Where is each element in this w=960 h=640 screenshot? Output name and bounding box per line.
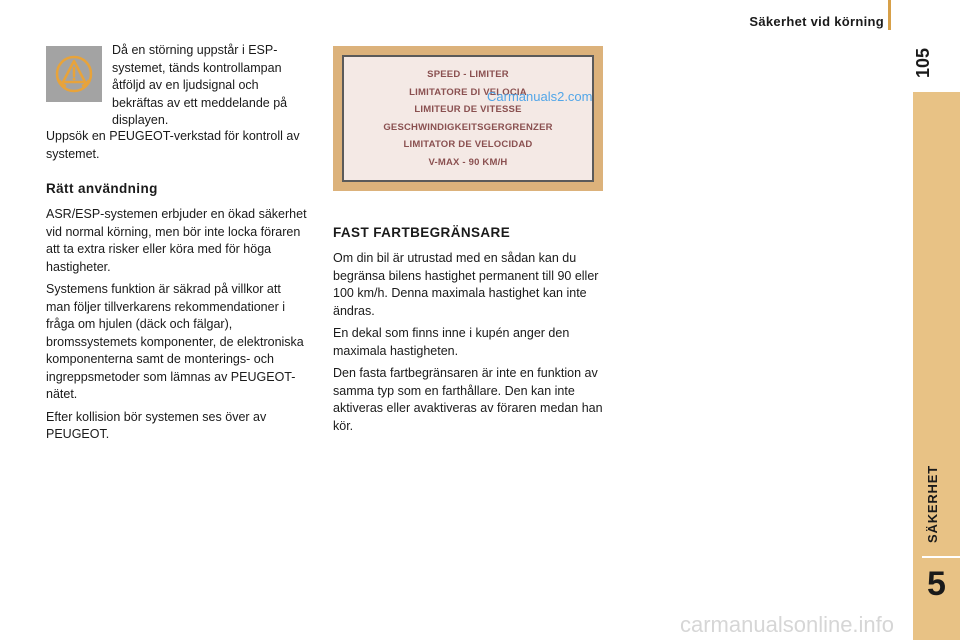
footer-watermark: carmanualsonline.info xyxy=(680,612,895,637)
decal-watermark: Carmanuals2.com xyxy=(487,89,593,104)
decal-line: GESCHWINDIGKEITSGERGRENZER xyxy=(383,121,553,133)
paragraph: Efter kollision bör systemen ses över av PEUGEOT. xyxy=(46,409,267,441)
decal-line: LIMITEUR DE VITESSE xyxy=(414,104,522,115)
correct-use-heading: Rätt användning xyxy=(46,181,158,196)
chapter-tab-label: SÄKERHET xyxy=(924,465,940,543)
esp-fault-text: Då en störning uppstår i ESP-systemet, tänds kontrollampan åtföljd av en ljudsignal och bekräftas av ett meddelande på displayen. xyxy=(112,43,288,127)
page-number: 105 xyxy=(912,47,933,79)
service-note: Uppsök en PEUGEOT-verkstad för kontroll av systemet. xyxy=(46,129,300,161)
esp-warning-lamp xyxy=(46,46,102,102)
paragraph: Systemens funktion är säkrad på villkor att man följer tillverkarens rekommendationer i fråga om hjulen (däck och fälgar), bromssystemets komponenter, de elektroniska komponenterna samt de monterings- och ingreppsmetoder som lämnas av PEUGEOT-nätet. xyxy=(46,282,304,401)
esp-warning-triangle-icon xyxy=(46,46,102,102)
fixed-speed-limiter-heading: FAST FARTBEGRÄNSARE xyxy=(333,225,511,240)
esp-fault-description xyxy=(112,42,304,134)
chapter-number: 5 xyxy=(927,564,946,603)
right-column xyxy=(333,224,603,440)
speed-limiter-decal xyxy=(333,46,603,191)
decal-line: SPEED - LIMITER xyxy=(427,69,509,80)
left-column xyxy=(46,128,308,449)
paragraph: ASR/ESP-systemen erbjuder en ökad säkerhet vid normal körning, men bör inte locka föraren att ta extra risker eller köra med för höga hastigheter. xyxy=(46,207,307,274)
paragraph: En dekal som finns inne i kupén anger den maximala hastigheten. xyxy=(333,326,570,358)
paragraph: Om din bil är utrustad med en sådan kan du begränsa bilens hastighet permanent till 90 eller 100 km/h. Denna maximala hastighet kan inte ändras. xyxy=(333,251,599,318)
decal-label xyxy=(342,55,594,182)
decal-line: LIMITATOR DE VELOCIDAD xyxy=(403,139,533,150)
header-rule xyxy=(888,0,891,30)
tab-divider xyxy=(922,556,960,558)
decal-line: V-MAX - 90 KM/H xyxy=(428,156,508,168)
paragraph: Den fasta fartbegränsaren är inte en funktion av samma typ som en farthållare. Den kan inte aktiveras eller avaktiveras av föraren medan han kör. xyxy=(333,366,603,433)
section-title: Säkerhet vid körning xyxy=(749,14,884,29)
decal-line: LIMITATORE DI VELOCIA xyxy=(409,86,527,98)
